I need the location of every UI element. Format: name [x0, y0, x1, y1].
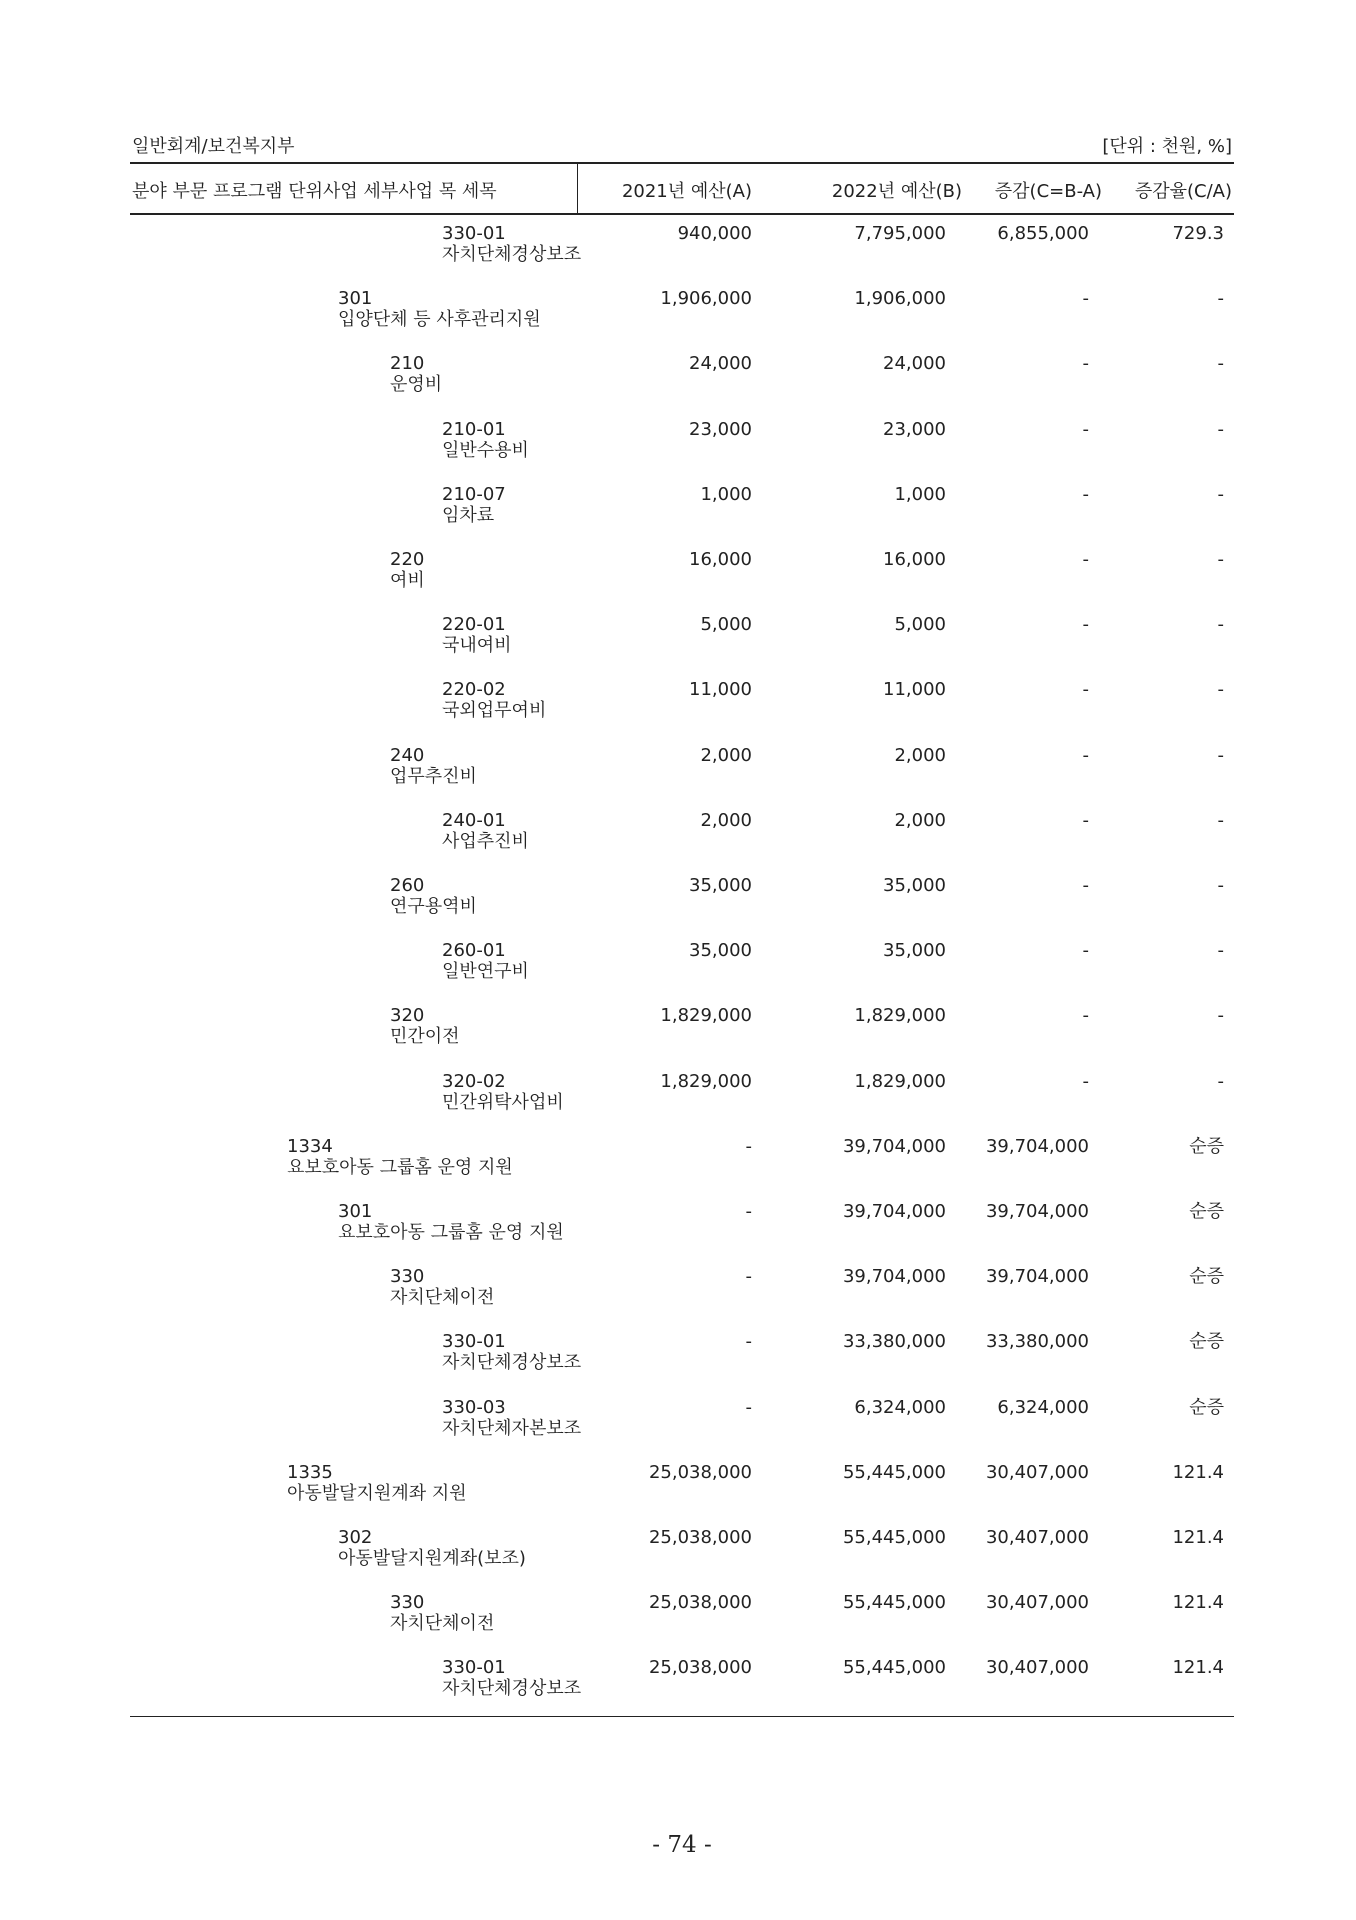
- budget-2022-value: 16,000: [883, 549, 946, 570]
- budget-2021-value: 1,906,000: [660, 288, 752, 310]
- unit-label: [단위 : 천원, %]: [1102, 136, 1232, 157]
- rate-value: -: [1217, 809, 1224, 831]
- row-name: 일반수용비: [442, 439, 529, 461]
- budget-2022-value: 2,000: [894, 809, 946, 831]
- budget-2022-value: 35,000: [883, 940, 946, 962]
- table-bottom-rule: [130, 1716, 1234, 1717]
- row-name: 자치단체자본보조: [442, 1417, 582, 1439]
- row-name: 운영비: [390, 374, 443, 396]
- budget-2022-value: 2,000: [894, 744, 946, 766]
- change-value: -: [1082, 1070, 1089, 1092]
- row-name: 요보호아동 그룹홈 운영 지원: [338, 1222, 564, 1243]
- table-row: [130, 1137, 1234, 1199]
- rate-value: 순증: [1189, 1201, 1224, 1222]
- rate-value: -: [1217, 1005, 1224, 1027]
- table-row: [130, 224, 1234, 286]
- row-name: 자치단체경상보조: [442, 1678, 582, 1700]
- budget-2021-value: 5,000: [700, 614, 752, 636]
- row-code: 220-02: [442, 679, 506, 701]
- rate-value: 순증: [1189, 1331, 1224, 1353]
- table-row: [130, 1267, 1234, 1329]
- budget-2022-value: 55,445,000: [842, 1461, 946, 1483]
- budget-2021-value: 24,000: [689, 353, 752, 375]
- rate-value: -: [1217, 940, 1224, 962]
- table-row: [130, 1593, 1234, 1655]
- change-value: -: [1082, 614, 1089, 636]
- budget-2022-value: 23,000: [883, 418, 946, 440]
- budget-2022-value: 11,000: [883, 679, 946, 701]
- change-value: -: [1082, 875, 1089, 896]
- budget-2021-value: 25,038,000: [648, 1657, 752, 1679]
- header-bottom-rule: [130, 213, 1234, 215]
- change-value: 6,855,000: [997, 223, 1089, 244]
- table-row: [130, 1528, 1234, 1590]
- row-code: 1335: [287, 1461, 333, 1483]
- budget-2022-value: 55,445,000: [842, 1527, 946, 1548]
- budget-2022-value: 35,000: [883, 875, 946, 896]
- row-code: 301: [338, 1201, 373, 1222]
- row-name: 자치단체이전: [390, 1613, 495, 1635]
- rate-value: -: [1217, 353, 1224, 375]
- change-value: -: [1082, 353, 1089, 375]
- table-row: [130, 1072, 1234, 1134]
- table-row: [130, 420, 1234, 482]
- budget-2022-value: 39,704,000: [842, 1266, 946, 1288]
- top-meta: [130, 132, 1234, 158]
- change-value: -: [1082, 1005, 1089, 1027]
- budget-2022-value: 1,000: [894, 483, 946, 505]
- change-value: 39,704,000: [985, 1266, 1089, 1288]
- change-value: -: [1082, 809, 1089, 831]
- budget-2021-value: 1,829,000: [660, 1005, 752, 1027]
- change-value: 30,407,000: [985, 1657, 1089, 1679]
- row-code: 301: [338, 288, 373, 310]
- rate-value: 순증: [1189, 1266, 1224, 1288]
- budget-2021-value: 2,000: [700, 809, 752, 831]
- row-name: 업무추진비: [390, 765, 477, 787]
- budget-2022-value: 33,380,000: [842, 1331, 946, 1353]
- change-value: -: [1082, 288, 1089, 310]
- budget-2021-value: -: [745, 1135, 752, 1157]
- rate-value: -: [1217, 875, 1224, 896]
- change-value: -: [1082, 418, 1089, 440]
- budget-page: [130, 0, 1234, 1920]
- header-budget-2021: 2021년 예산(A): [621, 181, 752, 202]
- rate-value: 121.4: [1172, 1461, 1224, 1483]
- table-row: [130, 615, 1234, 677]
- rate-value: 121.4: [1172, 1527, 1224, 1548]
- rate-value: -: [1217, 744, 1224, 766]
- budget-2021-value: -: [745, 1331, 752, 1353]
- row-code: 330: [390, 1592, 425, 1614]
- rate-value: -: [1217, 1070, 1224, 1092]
- budget-2022-value: 6,324,000: [854, 1396, 946, 1418]
- row-name: 일반연구비: [442, 961, 529, 983]
- table-row: [130, 680, 1234, 742]
- header-rate: 증감율(C/A): [1134, 181, 1232, 202]
- budget-2021-value: 35,000: [689, 875, 752, 896]
- row-code: 260: [390, 875, 425, 896]
- row-name: 아동발달지원계좌(보조): [338, 1548, 526, 1569]
- row-name: 자치단체경상보조: [442, 1352, 582, 1374]
- table-row: [130, 941, 1234, 1003]
- row-name: 입양단체 등 사후관리지원: [338, 309, 541, 331]
- table-row: [130, 746, 1234, 808]
- change-value: 30,407,000: [985, 1461, 1089, 1483]
- budget-2021-value: 1,829,000: [660, 1070, 752, 1092]
- change-value: 39,704,000: [985, 1135, 1089, 1157]
- header-top-rule: [130, 162, 1234, 164]
- budget-2021-value: 35,000: [689, 940, 752, 962]
- row-code: 330-01: [442, 1331, 506, 1353]
- budget-2021-value: 11,000: [689, 679, 752, 701]
- row-code: 210: [390, 353, 425, 375]
- table-row: [130, 289, 1234, 351]
- budget-2021-value: 23,000: [689, 418, 752, 440]
- rate-value: 121.4: [1172, 1657, 1224, 1679]
- budget-2022-value: 5,000: [894, 614, 946, 636]
- budget-2021-value: 2,000: [700, 744, 752, 766]
- row-code: 240-01: [442, 809, 506, 831]
- change-value: 33,380,000: [985, 1331, 1089, 1353]
- rate-value: 121.4: [1172, 1592, 1224, 1614]
- table-row: [130, 876, 1234, 938]
- table-row: [130, 811, 1234, 873]
- budget-2022-value: 1,829,000: [854, 1070, 946, 1092]
- row-name: 자치단체경상보조: [442, 244, 582, 265]
- budget-2022-value: 24,000: [883, 353, 946, 375]
- row-code: 320: [390, 1005, 425, 1027]
- budget-2021-value: 25,038,000: [648, 1592, 752, 1614]
- row-code: 330: [390, 1266, 425, 1288]
- header-change: 증감(C=B-A): [994, 181, 1102, 202]
- row-code: 210-01: [442, 418, 506, 440]
- row-name: 연구용역비: [390, 896, 477, 917]
- budget-2021-value: 25,038,000: [648, 1461, 752, 1483]
- row-code: 1334: [287, 1135, 333, 1157]
- row-code: 320-02: [442, 1070, 506, 1092]
- account-ministry-label: 일반회계/보건복지부: [132, 136, 295, 157]
- table-row: [130, 354, 1234, 416]
- rate-value: -: [1217, 679, 1224, 701]
- change-value: -: [1082, 549, 1089, 570]
- row-code: 330-01: [442, 1657, 506, 1679]
- budget-2022-value: 55,445,000: [842, 1592, 946, 1614]
- change-value: -: [1082, 744, 1089, 766]
- budget-2021-value: 940,000: [677, 223, 752, 244]
- page-number: - 74 -: [652, 1832, 712, 1858]
- rate-value: 순증: [1189, 1135, 1224, 1157]
- row-code: 210-07: [442, 483, 506, 505]
- row-name: 민간위탁사업비: [442, 1091, 564, 1113]
- table-row: [130, 1398, 1234, 1460]
- rate-value: 729.3: [1172, 223, 1224, 244]
- change-value: 30,407,000: [985, 1527, 1089, 1548]
- rate-value: -: [1217, 483, 1224, 505]
- table-row: [130, 550, 1234, 612]
- row-name: 아동발달지원계좌 지원: [287, 1482, 467, 1504]
- row-name: 민간이전: [390, 1026, 460, 1048]
- budget-2022-value: 39,704,000: [842, 1201, 946, 1222]
- table-row: [130, 1463, 1234, 1525]
- table-row: [130, 1006, 1234, 1068]
- change-value: 6,324,000: [997, 1396, 1089, 1418]
- row-name: 국내여비: [442, 635, 512, 657]
- rate-value: -: [1217, 288, 1224, 310]
- budget-2021-value: -: [745, 1201, 752, 1222]
- rate-value: -: [1217, 614, 1224, 636]
- row-name: 국외업무여비: [442, 700, 547, 722]
- rate-value: -: [1217, 549, 1224, 570]
- table-header: [130, 165, 1234, 209]
- rate-value: -: [1217, 418, 1224, 440]
- rate-value: 순증: [1189, 1396, 1224, 1418]
- row-name: 요보호아동 그룹홈 운영 지원: [287, 1156, 513, 1178]
- header-budget-2022: 2022년 예산(B): [831, 181, 962, 202]
- row-code: 302: [338, 1527, 373, 1548]
- budget-2021-value: 16,000: [689, 549, 752, 570]
- table-row: [130, 1332, 1234, 1394]
- row-name: 사업추진비: [442, 830, 529, 852]
- budget-2021-value: 1,000: [700, 483, 752, 505]
- header-category: 분야 부문 프로그램 단위사업 세부사업 목 세목: [132, 181, 497, 202]
- budget-2022-value: 7,795,000: [854, 223, 946, 244]
- budget-2021-value: -: [745, 1266, 752, 1288]
- table-row: [130, 1658, 1234, 1720]
- budget-2022-value: 55,445,000: [842, 1657, 946, 1679]
- budget-2021-value: -: [745, 1396, 752, 1418]
- budget-2021-value: 25,038,000: [648, 1527, 752, 1548]
- budget-2022-value: 39,704,000: [842, 1135, 946, 1157]
- row-name: 임차료: [442, 504, 495, 526]
- row-code: 330-03: [442, 1396, 506, 1418]
- budget-2022-value: 1,829,000: [854, 1005, 946, 1027]
- budget-2022-value: 1,906,000: [854, 288, 946, 310]
- row-code: 240: [390, 744, 425, 766]
- row-name: 자치단체이전: [390, 1287, 495, 1309]
- change-value: -: [1082, 679, 1089, 701]
- change-value: 30,407,000: [985, 1592, 1089, 1614]
- row-name: 여비: [390, 570, 425, 591]
- table-row: [130, 485, 1234, 547]
- change-value: -: [1082, 940, 1089, 962]
- table-row: [130, 1202, 1234, 1264]
- change-value: 39,704,000: [985, 1201, 1089, 1222]
- row-code: 220-01: [442, 614, 506, 636]
- row-code: 260-01: [442, 940, 506, 962]
- row-code: 330-01: [442, 223, 506, 244]
- change-value: -: [1082, 483, 1089, 505]
- row-code: 220: [390, 549, 425, 570]
